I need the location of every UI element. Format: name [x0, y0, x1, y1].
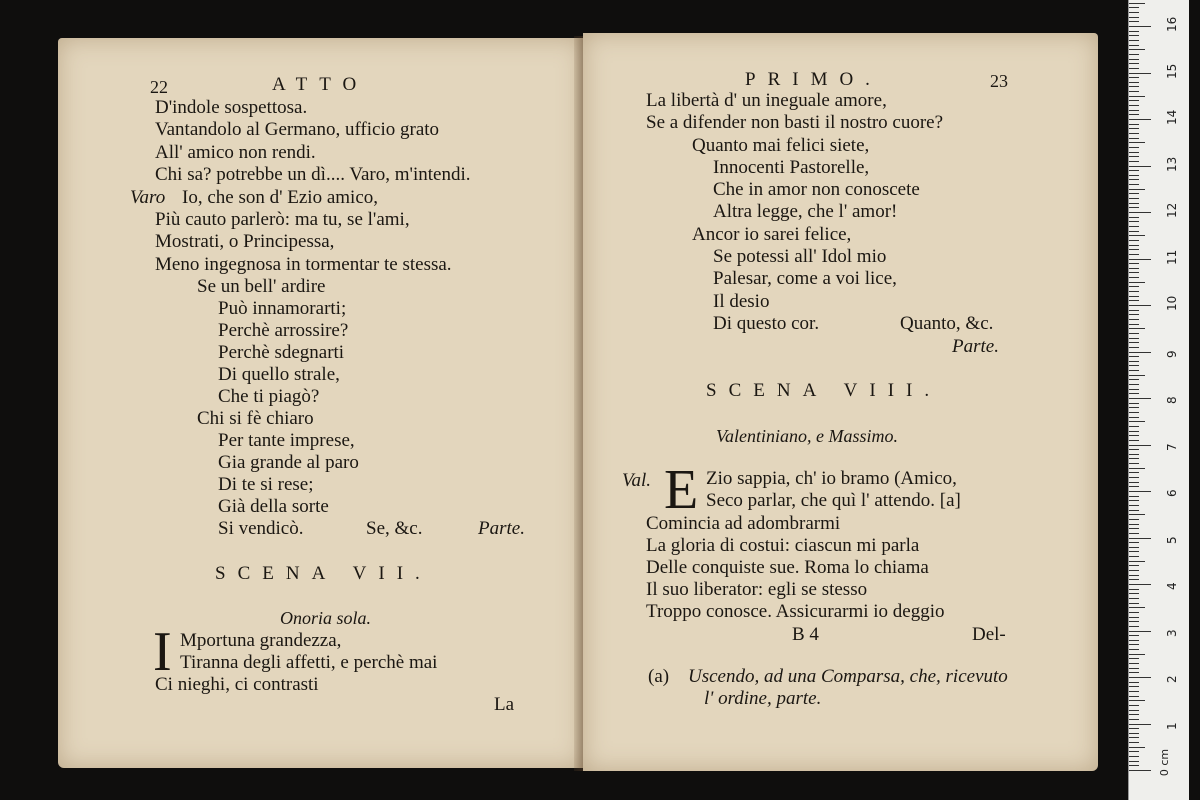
text-line: Troppo conosce. Assicurarmi io deggio — [646, 601, 945, 622]
ruler-tick — [1129, 398, 1151, 399]
ruler-label: 14 — [1165, 109, 1179, 125]
ruler-tick — [1129, 240, 1139, 241]
scene-characters: Valentiniano, e Massimo. — [716, 426, 898, 446]
ruler-tick — [1129, 310, 1139, 311]
ruler-tick — [1129, 454, 1139, 455]
verse-line: Che in amor non conoscete — [713, 179, 920, 200]
catchword: La — [494, 694, 515, 715]
ruler-tick — [1129, 463, 1139, 464]
ruler-tick — [1129, 352, 1151, 353]
ruler-tick — [1129, 184, 1139, 185]
ruler-tick — [1129, 579, 1139, 580]
ruler-tick — [1129, 486, 1139, 487]
ruler-tick — [1129, 235, 1145, 236]
verse-line: Altra legge, che l' amor! — [713, 201, 898, 222]
text-line: Mportuna grandezza, — [180, 630, 342, 651]
ruler-tick — [1129, 152, 1139, 153]
ruler-label: 5 — [1165, 535, 1179, 544]
ruler-tick — [1129, 245, 1139, 246]
ruler-tick — [1129, 445, 1151, 446]
ruler-label: 1 — [1165, 721, 1179, 730]
ruler-tick — [1129, 528, 1139, 529]
ruler-tick — [1129, 626, 1139, 627]
ruler-tick — [1129, 45, 1139, 46]
ruler-tick — [1129, 82, 1139, 83]
ruler-tick — [1129, 133, 1139, 134]
footnote-marker: (a) — [648, 666, 670, 687]
ruler-tick — [1129, 640, 1139, 641]
ruler-tick — [1129, 733, 1139, 734]
ruler-tick — [1129, 621, 1139, 622]
verse-line: Può innamorarti; — [218, 298, 347, 319]
ruler-tick — [1129, 147, 1139, 148]
verse-line: Si vendicò. — [218, 518, 304, 539]
ruler-label: 11 — [1165, 249, 1179, 265]
ruler-tick — [1129, 472, 1139, 473]
verse-line: Perchè sdegnarti — [218, 342, 345, 363]
refrain-cue: Quanto, &c. — [900, 313, 994, 334]
verse-line: Di te si rese; — [218, 474, 314, 495]
ruler-tick — [1129, 542, 1139, 543]
verse-line: Di quello strale, — [218, 364, 340, 385]
ruler-tick — [1129, 700, 1145, 701]
ruler-tick — [1129, 761, 1139, 762]
ruler-tick — [1129, 421, 1145, 422]
ruler-tick — [1129, 575, 1139, 576]
text-line: Comincia ad adombrarmi — [646, 513, 841, 534]
ruler-tick — [1129, 403, 1139, 404]
verse-line: Chi si fè chiaro — [197, 408, 314, 429]
ruler-tick — [1129, 468, 1145, 469]
ruler-tick — [1129, 175, 1139, 176]
ruler-tick — [1129, 305, 1151, 306]
ruler-tick — [1129, 426, 1139, 427]
ruler-tick — [1129, 114, 1139, 115]
ruler-label: 7 — [1165, 442, 1179, 451]
ruler-unit: 0 cm — [1158, 748, 1172, 777]
scene-heading: SCENA VIII. — [706, 380, 942, 401]
verse-line: Il desio — [713, 291, 770, 312]
ruler-tick — [1129, 551, 1139, 552]
verse-line: Se un bell' ardire — [197, 276, 326, 297]
ruler-tick — [1129, 672, 1139, 673]
ruler-tick — [1129, 607, 1145, 608]
ruler-tick — [1129, 491, 1151, 492]
verse-line: Ancor io sarei felice, — [692, 224, 852, 245]
ruler-tick — [1129, 510, 1139, 511]
ruler-tick — [1129, 338, 1139, 339]
ruler-tick — [1129, 519, 1139, 520]
ruler-tick — [1129, 570, 1139, 571]
ruler-tick — [1129, 91, 1139, 92]
ruler-tick — [1129, 77, 1139, 78]
ruler-tick — [1129, 677, 1151, 678]
ruler-tick — [1129, 719, 1139, 720]
ruler-tick — [1129, 514, 1145, 515]
text-line: Se a difender non basti il nostro cuore? — [646, 112, 944, 133]
ruler-tick — [1129, 696, 1139, 697]
ruler-tick — [1129, 221, 1139, 222]
ruler-tick — [1129, 86, 1139, 87]
speaker-label: Val. — [622, 470, 652, 491]
verse-line: Per tante imprese, — [218, 430, 355, 451]
ruler-tick — [1129, 477, 1139, 478]
ruler-tick — [1129, 324, 1139, 325]
catchword: Del- — [972, 624, 1006, 645]
ruler-tick — [1129, 7, 1139, 8]
ruler-tick — [1129, 751, 1139, 752]
ruler-tick — [1129, 412, 1139, 413]
ruler-tick — [1129, 389, 1139, 390]
ruler-tick — [1129, 593, 1139, 594]
ruler-tick — [1129, 263, 1139, 264]
ruler-tick — [1129, 203, 1139, 204]
ruler-tick — [1129, 138, 1139, 139]
text-line: Tiranna degli affetti, e perchè mai — [180, 652, 438, 673]
ruler-tick — [1129, 496, 1139, 497]
ruler-tick — [1129, 282, 1145, 283]
ruler-tick — [1129, 328, 1145, 329]
ruler-tick — [1129, 682, 1139, 683]
ruler-tick — [1129, 370, 1139, 371]
text-line: D'indole sospettosa. — [155, 97, 308, 118]
ruler-tick — [1129, 296, 1139, 297]
ruler-tick — [1129, 17, 1139, 18]
verse-line: Palesar, come a voi lice, — [713, 268, 897, 289]
ruler-tick — [1129, 291, 1139, 292]
ruler-tick — [1129, 691, 1139, 692]
verse-line: Se potessi all' Idol mio — [713, 246, 887, 267]
ruler-label: 15 — [1165, 63, 1179, 79]
text-line: Ci nieghi, ci contrasti — [155, 674, 319, 695]
footnote-line: Uscendo, ad una Comparsa, che, ricevuto — [688, 666, 1008, 687]
ruler-label: 13 — [1165, 156, 1179, 172]
ruler-tick — [1129, 49, 1145, 50]
ruler-tick — [1129, 482, 1139, 483]
verse-line: Gia grande al paro — [218, 452, 359, 473]
measurement-ruler — [1128, 0, 1189, 800]
ruler-tick — [1129, 742, 1139, 743]
ruler-label: 8 — [1165, 396, 1179, 404]
ruler-tick — [1129, 440, 1139, 441]
ruler-tick — [1129, 35, 1139, 36]
ruler-tick — [1129, 612, 1139, 613]
ruler-tick — [1129, 449, 1139, 450]
ruler-tick — [1129, 54, 1139, 55]
scene-heading: SCENA VII. — [215, 563, 432, 584]
ruler-tick — [1129, 268, 1139, 269]
scene-characters: Onoria sola. — [280, 608, 372, 628]
ruler-tick — [1129, 417, 1139, 418]
ruler-tick — [1129, 556, 1139, 557]
ruler-tick — [1129, 142, 1145, 143]
ruler-tick — [1129, 347, 1139, 348]
ruler-tick — [1129, 68, 1139, 69]
ruler-tick — [1129, 249, 1139, 250]
verse-line: Quanto mai felici siete, — [692, 135, 870, 156]
text-line: Delle conquiste sue. Roma lo chiama — [646, 557, 929, 578]
text-line: Meno ingegnosa in tormentar te stessa. — [155, 254, 452, 275]
text-line: La libertà d' un ineguale amore, — [646, 90, 887, 111]
text-line: Più cauto parlerò: ma tu, se l'ami, — [155, 209, 410, 230]
left-page-number: 22 — [150, 77, 168, 97]
ruler-tick — [1129, 21, 1139, 22]
ruler-tick — [1129, 686, 1139, 687]
ruler-tick — [1129, 259, 1151, 260]
ruler-tick — [1129, 207, 1139, 208]
ruler-tick — [1129, 756, 1139, 757]
right-running-head: PRIMO. — [745, 69, 882, 90]
ruler-label: 2 — [1165, 675, 1179, 683]
speaker-label: Varo — [130, 187, 166, 208]
exit-direction: Parte. — [478, 518, 525, 539]
ruler-tick — [1129, 286, 1139, 287]
ruler-tick — [1129, 342, 1139, 343]
ruler-tick — [1129, 644, 1139, 645]
refrain-cue: Se, &c. — [366, 518, 423, 539]
ruler-tick — [1129, 538, 1151, 539]
verse-line: Innocenti Pastorelle, — [713, 157, 870, 178]
left-running-head: ATTO — [272, 74, 369, 95]
ruler-tick — [1129, 500, 1139, 501]
ruler-tick — [1129, 59, 1139, 60]
ruler-tick — [1129, 617, 1139, 618]
ruler-tick — [1129, 124, 1139, 125]
ruler-tick — [1129, 40, 1139, 41]
ruler-tick — [1129, 458, 1139, 459]
ruler-tick — [1129, 361, 1139, 362]
drop-cap: E — [664, 459, 699, 521]
text-line: Mostrati, o Principessa, — [155, 231, 335, 252]
ruler-tick — [1129, 710, 1139, 711]
ruler-tick — [1129, 314, 1139, 315]
ruler-tick — [1129, 375, 1145, 376]
ruler-tick — [1129, 254, 1139, 255]
footnote-line: l' ordine, parte. — [704, 688, 822, 709]
ruler-tick — [1129, 654, 1145, 655]
ruler-tick — [1129, 598, 1139, 599]
ruler-tick — [1129, 435, 1139, 436]
ruler-tick — [1129, 217, 1139, 218]
ruler-tick — [1129, 26, 1151, 27]
ruler-tick — [1129, 724, 1151, 725]
verse-line: Già della sorte — [218, 496, 329, 517]
text-line: Seco parlar, che quì l' attendo. [a] — [706, 490, 961, 511]
ruler-tick — [1129, 589, 1139, 590]
ruler-tick — [1129, 3, 1145, 4]
ruler-label: 10 — [1165, 295, 1179, 311]
ruler-tick — [1129, 533, 1139, 534]
ruler-tick — [1129, 193, 1139, 194]
ruler-tick — [1129, 277, 1139, 278]
text-line: Vantandolo al Germano, ufficio grato — [155, 119, 440, 140]
signature-mark: B 4 — [792, 624, 819, 645]
verse-line: Che ti piagò? — [218, 386, 320, 407]
ruler-tick — [1129, 128, 1139, 129]
ruler-tick — [1129, 300, 1139, 301]
ruler-tick — [1129, 770, 1151, 771]
ruler-tick — [1129, 547, 1139, 548]
ruler-tick — [1129, 73, 1151, 74]
ruler-tick — [1129, 663, 1139, 664]
ruler-tick — [1129, 198, 1139, 199]
ruler-tick — [1129, 505, 1139, 506]
ruler-tick — [1129, 170, 1139, 171]
ruler-tick — [1129, 272, 1139, 273]
ruler-tick — [1129, 384, 1139, 385]
ruler-tick — [1129, 110, 1139, 111]
ruler-tick — [1129, 226, 1139, 227]
ruler-tick — [1129, 393, 1139, 394]
exit-direction: Parte. — [952, 336, 999, 357]
ruler-tick — [1129, 658, 1139, 659]
ruler-tick — [1129, 631, 1151, 632]
ruler-tick — [1129, 668, 1139, 669]
ruler-tick — [1129, 635, 1139, 636]
text-line: Zio sappia, ch' io bramo (Amico, — [706, 468, 957, 489]
text-line: Io, che son d' Ezio amico, — [182, 187, 379, 208]
text-line: Il suo liberator: egli se stesso — [646, 579, 868, 600]
ruler-tick — [1129, 379, 1139, 380]
ruler-tick — [1129, 407, 1139, 408]
ruler-label: 9 — [1165, 349, 1179, 358]
ruler-tick — [1129, 12, 1139, 13]
ruler-tick — [1129, 333, 1139, 334]
ruler-tick — [1129, 156, 1139, 157]
drop-cap: I — [153, 621, 172, 683]
ruler-tick — [1129, 119, 1151, 120]
ruler-tick — [1129, 765, 1139, 766]
text-line: All' amico non rendi. — [155, 142, 316, 163]
ruler-label: 16 — [1165, 16, 1179, 32]
ruler-tick — [1129, 565, 1139, 566]
ruler-tick — [1129, 584, 1151, 585]
ruler-tick — [1129, 63, 1139, 64]
verse-line: Perchè arrossire? — [218, 320, 349, 341]
verse-line: Di questo cor. — [713, 313, 820, 334]
ruler-tick — [1129, 105, 1139, 106]
ruler-label: 3 — [1165, 628, 1179, 637]
ruler-tick — [1129, 737, 1139, 738]
ruler-tick — [1129, 100, 1139, 101]
ruler-tick — [1129, 561, 1145, 562]
ruler-tick — [1129, 714, 1139, 715]
ruler-tick — [1129, 356, 1139, 357]
ruler-tick — [1129, 747, 1145, 748]
ruler-tick — [1129, 524, 1139, 525]
ruler-tick — [1129, 31, 1139, 32]
ruler-tick — [1129, 212, 1151, 213]
text-line: Chi sa? potrebbe un dì.... Varo, m'intendi. — [155, 164, 471, 185]
ruler-tick — [1129, 705, 1139, 706]
ruler-label: 12 — [1165, 202, 1179, 218]
ruler-label: 4 — [1165, 582, 1179, 590]
right-page-number: 23 — [990, 71, 1008, 91]
ruler-tick — [1129, 189, 1145, 190]
ruler-label: 6 — [1165, 489, 1179, 497]
ruler-tick — [1129, 161, 1139, 162]
ruler-tick — [1129, 96, 1145, 97]
ruler-tick — [1129, 179, 1139, 180]
ruler-tick — [1129, 365, 1139, 366]
ruler-tick — [1129, 231, 1139, 232]
ruler-tick — [1129, 431, 1139, 432]
text-line: La gloria di costui: ciascun mi parla — [646, 535, 920, 556]
ruler-tick — [1129, 319, 1139, 320]
ruler-tick — [1129, 603, 1139, 604]
ruler-tick — [1129, 649, 1139, 650]
ruler-tick — [1129, 728, 1139, 729]
ruler-tick — [1129, 166, 1151, 167]
